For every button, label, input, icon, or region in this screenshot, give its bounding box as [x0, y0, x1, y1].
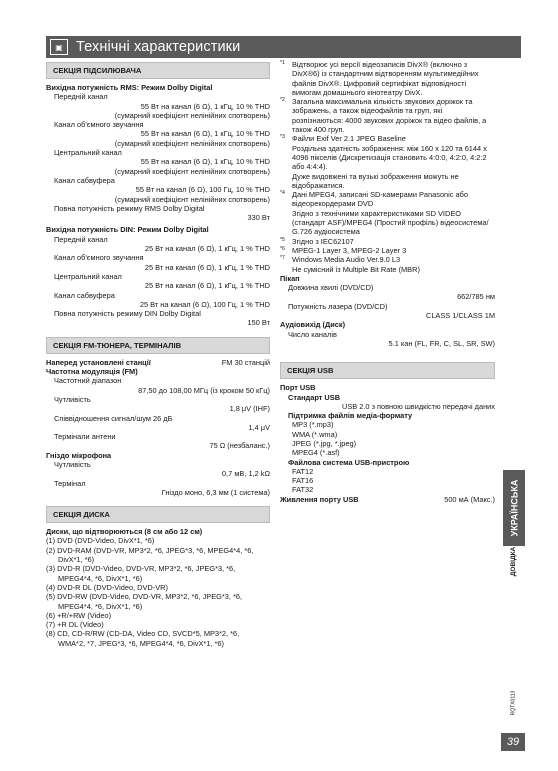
- fm-title: Частотна модуляція (FM): [46, 367, 138, 377]
- disc-section-header: СЕКЦІЯ ДИСКА: [46, 506, 270, 523]
- footnote-4-line-2: Згідно з технічними характеристиками SD VIDEO (стандарт ASF)/MPEG4 (Простий профіль) відеосистема/ G.726 аудіосистема: [292, 208, 489, 237]
- preset-row: [46, 358, 270, 367]
- fm-range-label: Частотний діапазон: [54, 376, 122, 386]
- footnote-3-mark: *3: [280, 134, 285, 141]
- din-center-value: 25 Вт на канал (6 Ω), 1 кГц, 1 % THD: [144, 281, 270, 291]
- footnote-3: [280, 134, 495, 190]
- wavelength-label: Довжина хвилі (DVD/CD): [288, 283, 374, 293]
- din-center-label: Центральний канал: [54, 271, 122, 281]
- footnote-4-body: [292, 190, 495, 236]
- usb-standard-value: USB 2.0 з повною швидкістю передачі даних: [342, 401, 495, 411]
- fm-antenna-label: Термінали антени: [54, 432, 116, 442]
- mic-sensitivity-value: 0,7 мВ, 1,2 kΩ: [222, 469, 270, 479]
- usb-format-mp3: MP3 (*.mp3): [292, 420, 334, 430]
- channels-label: Число каналів: [288, 329, 337, 339]
- rms-surround-note: (сумарний коефіцієнт нелінійних спотворень): [114, 138, 270, 148]
- fm-sensitivity-value: 1,8 μV (IHF): [229, 404, 270, 414]
- language-tab-label: УКРАЇНСЬКА: [509, 479, 519, 537]
- language-tab: [503, 470, 525, 546]
- rms-title: Вихідна потужність RMS: Режим Dolby Digital: [46, 83, 213, 92]
- footnote-7-body: [292, 255, 495, 274]
- tuner-section: [46, 337, 270, 497]
- usb-section: [280, 362, 495, 504]
- footnote-5: [280, 237, 495, 246]
- footnote-5-mark: *5: [280, 236, 285, 243]
- rms-center-note: (сумарний коефіцієнт нелінійних спотворень): [114, 166, 270, 176]
- usb-format-jpeg: JPEG (*.jpg, *.jpeg): [292, 438, 357, 448]
- usb-section-header: СЕКЦІЯ USB: [280, 362, 495, 379]
- footnote-2-text: Загальна максимальна кількість звукових доріжок та зображень, а також відеофайлів та груп, які розпізнаються: 4000 звукових доріжок та відео файлів, а також 400 груп.: [292, 97, 487, 135]
- disc-item-3-cont: MPEG4*4, *6, DivX*1, *6): [58, 573, 143, 583]
- fm-antenna-value: 75 Ω (незбаланс.): [209, 441, 270, 451]
- rms-front-value: 55 Вт на канал (6 Ω), 1 кГц, 10 % THD: [140, 101, 270, 111]
- din-front-label: Передній канал: [54, 234, 108, 244]
- document-code: [505, 688, 521, 718]
- rms-surround-value: 55 Вт на канал (6 Ω), 1 кГц, 10 % THD: [140, 129, 270, 139]
- laser-power-label: Потужність лазера (DVD/CD): [288, 301, 388, 311]
- footnote-4: [280, 190, 495, 236]
- din-front-value: 25 Вт на канал (6 Ω), 1 кГц, 1 % THD: [144, 244, 270, 254]
- disc-item-5-cont: MPEG4*4, *6, DivX*1, *6): [58, 601, 143, 611]
- document-code-text: RQTX0113: [510, 690, 516, 716]
- disc-title: Диски, що відтворюються (8 см або 12 см): [46, 527, 203, 537]
- disc-item-1: (1) DVD (DVD-Video, DivX*1, *6): [46, 536, 155, 546]
- footnote-7-line-1: Windows Media Audio Ver.9.0 L3: [292, 255, 401, 265]
- mic-terminal-value: Гніздо моно, 6,3 мм (1 система): [161, 487, 270, 497]
- fm-range-value: 87,50 до 108,00 МГц (із кроком 50 кГц): [138, 385, 270, 395]
- din-total-value: 150 Вт: [247, 318, 270, 328]
- footnote-1-mark: *1: [280, 60, 285, 66]
- disc-item-5: (5) DVD-RW (DVD-Video, DVD-VR, MP3*2, *6, JPEG*3, *6,: [46, 592, 243, 602]
- footnote-7-mark: *7: [280, 255, 285, 262]
- usb-power-label: Живлення порту USB: [280, 494, 359, 504]
- rms-total-label: Повна потужність режиму RMS Dolby Digital: [54, 203, 205, 213]
- disc-item-8-cont: WMA*2, *7, JPEG*3, *6, MPEG4*4, *6, DivX*1, *6): [58, 638, 224, 648]
- footnote-6-mark: *6: [280, 245, 285, 252]
- din-total-label: Повна потужність режиму DIN Dolby Digital: [54, 309, 201, 319]
- footnote-5-text: Згідно з IEC62107: [292, 236, 354, 246]
- pickup-block: [280, 274, 495, 348]
- reference-label: [503, 548, 525, 574]
- din-surround-value: 25 Вт на канал (6 Ω), 1 кГц, 1 % THD: [144, 262, 270, 272]
- footnote-3-body: [292, 134, 495, 190]
- usb-power-row: [280, 495, 495, 504]
- footnote-7: [280, 255, 495, 274]
- footnote-7-line-2: Не сумісний із Multiple Bit Rate (MBR): [292, 264, 420, 274]
- fm-snr-label: Співвідношення сигнал/шум 26 дБ: [54, 413, 173, 423]
- mic-title: Гніздо мікрофона: [46, 450, 112, 460]
- right-column: [280, 60, 495, 513]
- footnote-2: [280, 97, 495, 134]
- footnote-1: [280, 60, 495, 97]
- audio-output-title: Аудіовихід (Диск): [280, 320, 346, 330]
- rms-front-note: (сумарний коефіцієнт нелінійних спотворень): [114, 110, 270, 120]
- disc-item-6: (6) +R/+RW (Video): [46, 610, 112, 620]
- mic-terminal-label: Термінал: [54, 478, 86, 488]
- fm-snr-value: 1,4 μV: [248, 422, 270, 432]
- channels-value: 5.1 кан (FL, FR, C, SL, SR, SW): [388, 338, 495, 348]
- disc-item-2: (2) DVD-RAM (DVD-VR, MP3*2, *6, JPEG*3, *6, MPEG4*4, *6,: [46, 545, 254, 555]
- usb-formats-label: Підтримка файлів медіа-формату: [288, 411, 413, 421]
- footnote-3-line-2: Роздільна здатність зображення: між 160 x 120 та 6144 x 4096 пікселів (Дискретизація становить 4:0:0, 4:2:0, 4:2:2 або 4:4:4).: [292, 143, 487, 172]
- rms-front-label: Передній канал: [54, 92, 108, 102]
- disc-item-3: (3) DVD-R (DVD-Video, DVD-VR, MP3*2, *6, JPEG*3, *6,: [46, 564, 236, 574]
- usb-port-title: Порт USB: [280, 383, 316, 393]
- mic-sensitivity-label: Чутливість: [54, 459, 91, 469]
- din-title: Вихідна потужність DIN: Режим Dolby Digital: [46, 225, 209, 235]
- page-number: 39: [501, 733, 525, 751]
- preset-value: FM 30 станцій: [221, 357, 270, 367]
- rms-subwoofer-label: Канал сабвуфера: [54, 175, 115, 185]
- rms-center-label: Центральний канал: [54, 148, 122, 158]
- usb-fs-fat12: FAT12: [292, 466, 314, 476]
- rms-subwoofer-note: (сумарний коефіцієнт нелінійних спотворень): [114, 194, 270, 204]
- footnote-3-line-3: Дуже видовжені та вузькі зображення можуть не відображатися.: [292, 171, 459, 190]
- rms-center-value: 55 Вт на канал (6 Ω), 1 кГц, 10 % THD: [140, 157, 270, 167]
- disc-section: [46, 506, 270, 648]
- usb-power-value: 500 мА (Макс.): [444, 494, 495, 504]
- disc-item-8: (8) CD, CD-R/RW (CD-DA, Video CD, SVCD*5, MP3*2, *6,: [46, 629, 240, 639]
- preset-label: Наперед установлені станції: [46, 357, 151, 367]
- section-title-bar: [46, 36, 521, 58]
- laser-power-value: CLASS 1/CLASS 1M: [425, 311, 495, 321]
- din-subwoofer-label: Канал сабвуфера: [54, 290, 115, 300]
- disc-item-4: (4) DVD-R DL (DVD-Video, DVD-VR): [46, 582, 168, 592]
- amplifier-section-header: СЕКЦІЯ ПІДСИЛЮВАЧА: [46, 62, 270, 79]
- specs-icon: ▣: [50, 39, 68, 55]
- din-subwoofer-value: 25 Вт на канал (6 Ω), 100 Гц, 1 % THD: [139, 299, 270, 309]
- usb-filesystem-label: Файлова система USB-пристрою: [288, 457, 410, 467]
- rms-subwoofer-value: 55 Вт на канал (6 Ω), 100 Гц, 10 % THD: [135, 185, 270, 195]
- footnote-3-line-1: Файли Exif Ver 2.1 JPEG Baseline: [292, 134, 406, 144]
- wavelength-value: 662/785 нм: [457, 292, 495, 302]
- footnote-1-text: Відтворює усі версії відеозаписів DivX® (включно з DivX®6) із стандартним відтворенням мультимедійних файлів DivX®. Цифровий сертифікат відповідності вимогам домашнього кінотеатру DivX.: [292, 60, 479, 97]
- footnote-4-line-1: Дані MPEG4, записані SD-камерами Panasonic або відеорекордерами DVD: [292, 190, 469, 209]
- disc-item-7: (7) +R DL (Video): [46, 620, 104, 630]
- rms-total-value: 330 Вт: [247, 213, 270, 223]
- din-surround-label: Канал об'ємного звучання: [54, 253, 144, 263]
- tuner-section-header: СЕКЦІЯ FM-ТЮНЕРА, ТЕРМІНАЛІВ: [46, 337, 270, 354]
- pickup-title: Пікап: [280, 273, 300, 283]
- usb-fs-fat16: FAT16: [292, 476, 314, 486]
- footnote-6: [280, 246, 495, 255]
- usb-fs-fat32: FAT32: [292, 485, 314, 495]
- reference-label-text: ДОВІДКА: [510, 546, 518, 576]
- footnote-6-text: MPEG-1 Layer 3, MPEG-2 Layer 3: [292, 245, 407, 255]
- footnote-2-mark: *2: [280, 97, 285, 104]
- usb-standard-label: Стандарт USB: [288, 392, 341, 402]
- usb-format-mpeg4: MPEG4 (*.asf): [292, 448, 340, 458]
- amplifier-section: [46, 62, 270, 328]
- disc-item-2-cont: DivX*1, *6): [58, 555, 95, 565]
- usb-format-wma: WMA (*.wma): [292, 429, 338, 439]
- page-title: Технічні характеристики: [76, 39, 241, 55]
- left-column: [46, 62, 270, 657]
- fm-sensitivity-label: Чутливість: [54, 394, 91, 404]
- rms-surround-label: Канал об'ємного звучання: [54, 120, 144, 130]
- footnote-4-mark: *4: [280, 190, 285, 197]
